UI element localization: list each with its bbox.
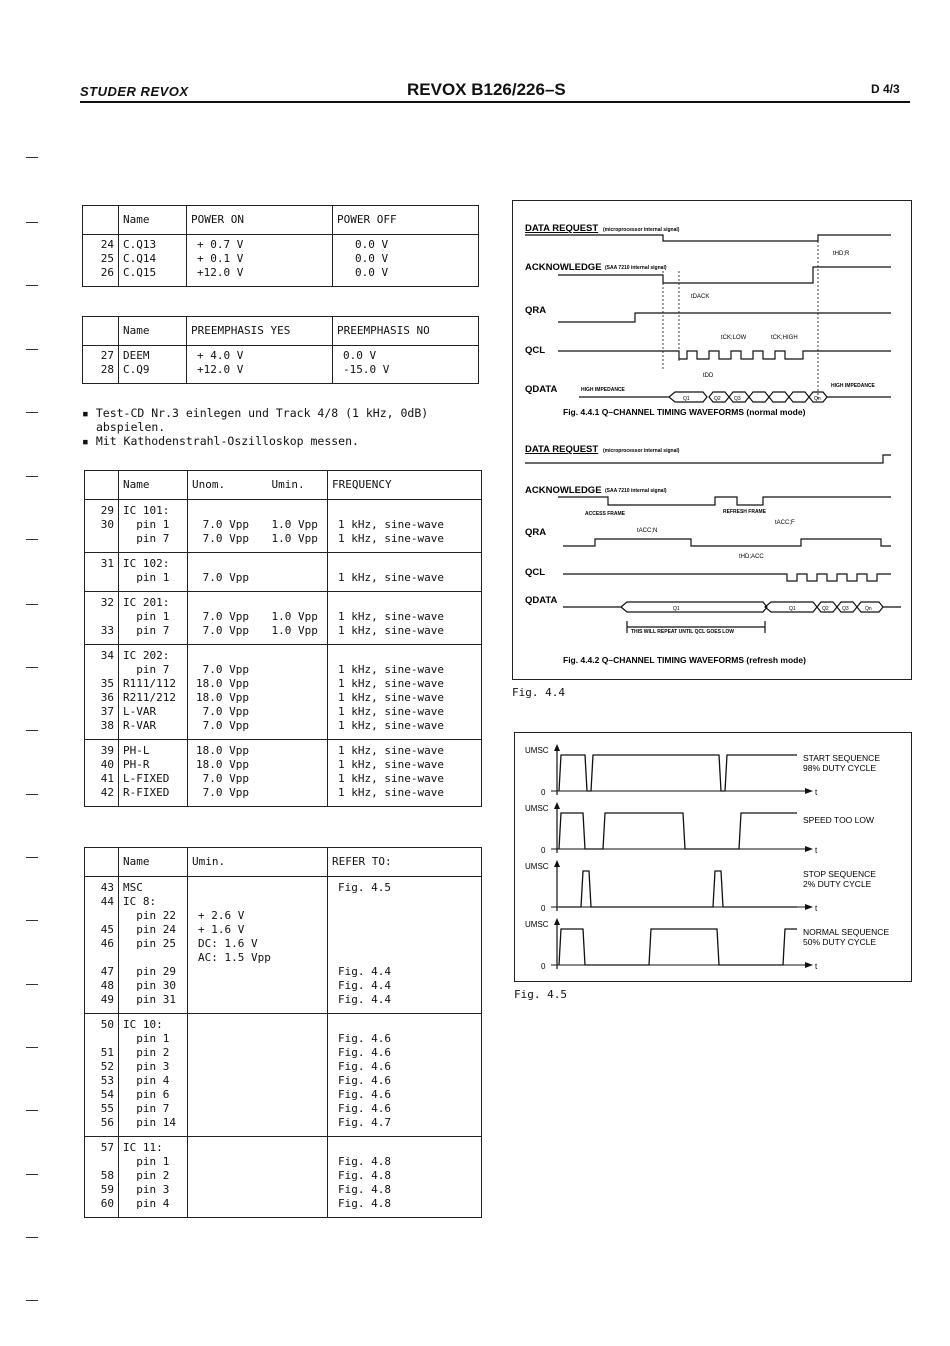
zero-label: 0 (541, 846, 546, 855)
repeat-note: THIS WILL REPEAT UNTIL QCL GOES LOW (631, 629, 734, 635)
col-header: POWER OFF (333, 206, 479, 235)
t-label: t (815, 904, 818, 913)
table-row (85, 1137, 482, 1218)
signal-note: (microprocessor internal signal) (603, 448, 680, 454)
t-label: t (815, 788, 818, 797)
signal-note: (SAA 7210 internal signal) (605, 265, 667, 271)
figure-caption: Fig. 4.4.2 Q–CHANNEL TIMING WAVEFORMS (refresh mode) (563, 655, 806, 665)
hi-impedance-label: HIGH IMPEDANCE (831, 383, 875, 389)
col-header: REFER TO: (328, 848, 482, 877)
frame-label: ACCESS FRAME (585, 511, 626, 517)
reference-values: Fig. 4.6 Fig. 4.6 Fig. 4.6 Fig. 4.6 Fig. 4.6 Fig. 4.6 Fig. 4.7 (328, 1014, 482, 1137)
frequency-table (84, 470, 482, 807)
table-row (85, 740, 482, 807)
fig-4-4-box (512, 200, 912, 680)
table-row (85, 1014, 482, 1137)
hi-impedance-label: HIGH IMPEDANCE (581, 387, 625, 393)
unom-values: 18.0 Vpp 18.0 Vpp 7.0 Vpp 7.0 Vpp (188, 740, 268, 807)
timing-label: tDACK (691, 294, 710, 300)
frame-label: REFRESH FRAME (723, 509, 767, 515)
preemphasis-table (82, 316, 479, 384)
row-numbers: 57 58 59 60 (85, 1137, 119, 1218)
col-header: FREQUENCY (328, 471, 482, 500)
sequence-title: SPEED TOO LOW (803, 815, 875, 825)
msc-waveform-row (525, 918, 889, 971)
umin-values: + 2.6 V + 1.6 V DC: 1.6 V AC: 1.5 Vpp (188, 877, 328, 1014)
umin-values (268, 645, 328, 740)
umin-values: 1.0 Vpp 1.0 Vpp (268, 592, 328, 645)
sequence-title: NORMAL SEQUENCE (803, 927, 890, 937)
y-axis-label: UMSC (525, 920, 549, 929)
msc-waveform (559, 755, 797, 791)
t-label: t (815, 846, 818, 855)
col-header: PREEMPHASIS NO (333, 317, 479, 346)
col-header: Name (119, 848, 188, 877)
signal-label: QRA (525, 305, 547, 316)
zero-label: 0 (541, 962, 546, 971)
frequency-values: 1 kHz, sine-wave 1 kHz, sine-wave 1 kHz, sine-wave 1 kHz, sine-wave (328, 740, 482, 807)
msc-waveform-row (525, 744, 880, 797)
col-header: Unom. (188, 471, 268, 500)
row-numbers: 43 44 45 46 47 48 49 (85, 877, 119, 1014)
axis-arrow (554, 802, 560, 809)
timing-label: tCK;LOW (721, 335, 747, 341)
fig-4-4-diagram (513, 201, 911, 679)
row-numbers: 31 (85, 553, 119, 592)
signal-label: ACKNOWLEDGE (525, 262, 602, 273)
row-names: IC 102: pin 1 (119, 553, 188, 592)
signal-label: ACKNOWLEDGE (525, 485, 602, 496)
row-numbers: 29 30 (85, 500, 119, 553)
unom-values: 7.0 Vpp 7.0 Vpp (188, 592, 268, 645)
sequence-duty-cycle: 50% DUTY CYCLE (803, 937, 877, 947)
col-header (85, 848, 119, 877)
timing-label: tCK;HIGH (771, 335, 798, 341)
axis-arrow (805, 904, 813, 910)
power-on-values: + 0.7 V + 0.1 V +12.0 V (187, 235, 333, 287)
sequence-title: STOP SEQUENCE (803, 869, 876, 879)
table-row (85, 500, 482, 553)
table-row (85, 553, 482, 592)
msc-waveform (559, 929, 797, 965)
col-header: Name (119, 206, 187, 235)
row-names: IC 11: pin 1 pin 2 pin 3 pin 4 (119, 1137, 188, 1218)
t-label: t (815, 962, 818, 971)
fig-4-5-diagram (515, 733, 911, 981)
instructions (82, 406, 482, 448)
fig-4-5-box (514, 732, 912, 982)
row-numbers: 50 51 52 53 54 55 56 (85, 1014, 119, 1137)
instruction-item: ▪ Test-CD Nr.3 einlegen und Track 4/8 (1 kHz, 0dB) abspielen. (82, 406, 429, 434)
timing-label: tDD (703, 373, 714, 379)
msc-waveform (559, 871, 797, 907)
col-header: Name (119, 471, 188, 500)
col-header (83, 317, 119, 346)
page-number: D 4/3 (871, 82, 900, 96)
umin-values (268, 553, 328, 592)
page-title: REVOX B126/226–S (407, 80, 566, 99)
sequence-duty-cycle: 98% DUTY CYCLE (803, 763, 877, 773)
row-names: DEEM C.Q9 (119, 346, 187, 384)
frequency-values: 1 kHz, sine-wave 1 kHz, sine-wave 1 kHz, sine-wave 1 kHz, sine-wave 1 kHz, sine-wave (328, 645, 482, 740)
signal-label: QDATA (525, 595, 558, 606)
data-cell: Q1 (789, 606, 796, 612)
row-numbers: 32 33 (85, 592, 119, 645)
preemphasis-yes-values: + 4.0 V +12.0 V (187, 346, 333, 384)
row-names: IC 10: pin 1 pin 2 pin 3 pin 4 pin 6 pin 7 pin 14 (119, 1014, 188, 1137)
timing-label: tACC;N (637, 528, 658, 534)
row-names: C.Q13 C.Q14 C.Q15 (119, 235, 187, 287)
instruction-item: ▪ Mit Kathodenstrahl-Oszilloskop messen. (82, 434, 359, 448)
reference-table (84, 847, 482, 1218)
zero-label: 0 (541, 788, 546, 797)
col-header (83, 206, 119, 235)
y-axis-label: UMSC (525, 746, 549, 755)
figure-caption: Fig. 4.4.1 Q–CHANNEL TIMING WAVEFORMS (normal mode) (563, 407, 806, 417)
frequency-values: 1 kHz, sine-wave (328, 553, 482, 592)
fig-4-5-label: Fig. 4.5 (514, 988, 567, 1001)
y-axis-label: UMSC (525, 862, 549, 871)
unom-values: 7.0 Vpp (188, 553, 268, 592)
timing-label: tHD;R (833, 251, 850, 257)
msc-waveform (559, 813, 797, 849)
axis-arrow (554, 860, 560, 867)
umin-values (188, 1014, 328, 1137)
msc-waveform-row (525, 802, 874, 855)
data-cell: Qn (814, 396, 821, 402)
row-names: IC 202: pin 7 R111/112 R211/212 L-VAR R-VAR (119, 645, 188, 740)
y-axis-label: UMSC (525, 804, 549, 813)
col-header: PREEMPHASIS YES (187, 317, 333, 346)
table-row (85, 877, 482, 1014)
data-cell: Q3 (734, 396, 741, 402)
signal-label: DATA REQUEST (525, 223, 599, 234)
fig-4-4-label: Fig. 4.4 (512, 686, 565, 699)
col-header: Umin. (188, 848, 328, 877)
power-off-values: 0.0 V 0.0 V 0.0 V (333, 235, 479, 287)
frequency-values: 1 kHz, sine-wave 1 kHz, sine-wave (328, 500, 482, 553)
row-names: PH-L PH-R L-FIXED R-FIXED (119, 740, 188, 807)
data-cell: Q2 (714, 396, 721, 402)
umin-values (188, 1137, 328, 1218)
col-header: POWER ON (187, 206, 333, 235)
reference-values: Fig. 4.5 Fig. 4.4 Fig. 4.4 Fig. 4.4 (328, 877, 482, 1014)
unom-values: 7.0 Vpp 18.0 Vpp 18.0 Vpp 7.0 Vpp 7.0 Vpp (188, 645, 268, 740)
row-numbers: 34 35 36 37 38 (85, 645, 119, 740)
sequence-duty-cycle: 2% DUTY CYCLE (803, 879, 872, 889)
header-rule (80, 101, 910, 103)
signal-note: (microprocessor internal signal) (603, 227, 680, 233)
col-header: Umin. (268, 471, 328, 500)
signal-note: (SAA 7210 internal signal) (605, 488, 667, 494)
data-cell: Q3 (842, 606, 849, 612)
axis-arrow (805, 962, 813, 968)
col-header: Name (119, 317, 187, 346)
row-numbers: 24 25 26 (83, 235, 119, 287)
signal-label: QCL (525, 567, 546, 578)
msc-waveform-row (525, 860, 876, 913)
signal-label: QDATA (525, 384, 558, 395)
row-numbers: 27 28 (83, 346, 119, 384)
data-cell: Qn (865, 606, 872, 612)
data-cell: Q1 (683, 396, 690, 402)
frequency-values: 1 kHz, sine-wave 1 kHz, sine-wave (328, 592, 482, 645)
sequence-title: START SEQUENCE (803, 753, 880, 763)
row-names: MSC IC 8: pin 22 pin 24 pin 25 pin 29 pin 30 pin 31 (119, 877, 188, 1014)
data-cell: Q2 (822, 606, 829, 612)
unom-values: 7.0 Vpp 7.0 Vpp (188, 500, 268, 553)
power-table (82, 205, 479, 287)
reference-values: Fig. 4.8 Fig. 4.8 Fig. 4.8 Fig. 4.8 (328, 1137, 482, 1218)
data-cell: Q1 (673, 606, 680, 612)
row-numbers: 39 40 41 42 (85, 740, 119, 807)
axis-arrow (805, 846, 813, 852)
col-header (85, 471, 119, 500)
preemphasis-no-values: 0.0 V -15.0 V (333, 346, 479, 384)
timing-label: tACC;F (775, 520, 795, 526)
row-names: IC 101: pin 1 pin 7 (119, 500, 188, 553)
row-names: IC 201: pin 1 pin 7 (119, 592, 188, 645)
brand-logo: STUDER REVOX (80, 84, 189, 99)
axis-arrow (554, 918, 560, 925)
axis-arrow (805, 788, 813, 794)
signal-label: DATA REQUEST (525, 444, 599, 455)
zero-label: 0 (541, 904, 546, 913)
axis-arrow (554, 744, 560, 751)
timing-label: tHD;ACC (739, 554, 764, 560)
table-row (85, 645, 482, 740)
signal-label: QCL (525, 345, 546, 356)
signal-label: QRA (525, 527, 547, 538)
table-row (85, 592, 482, 645)
umin-values (268, 740, 328, 807)
umin-values: 1.0 Vpp 1.0 Vpp (268, 500, 328, 553)
